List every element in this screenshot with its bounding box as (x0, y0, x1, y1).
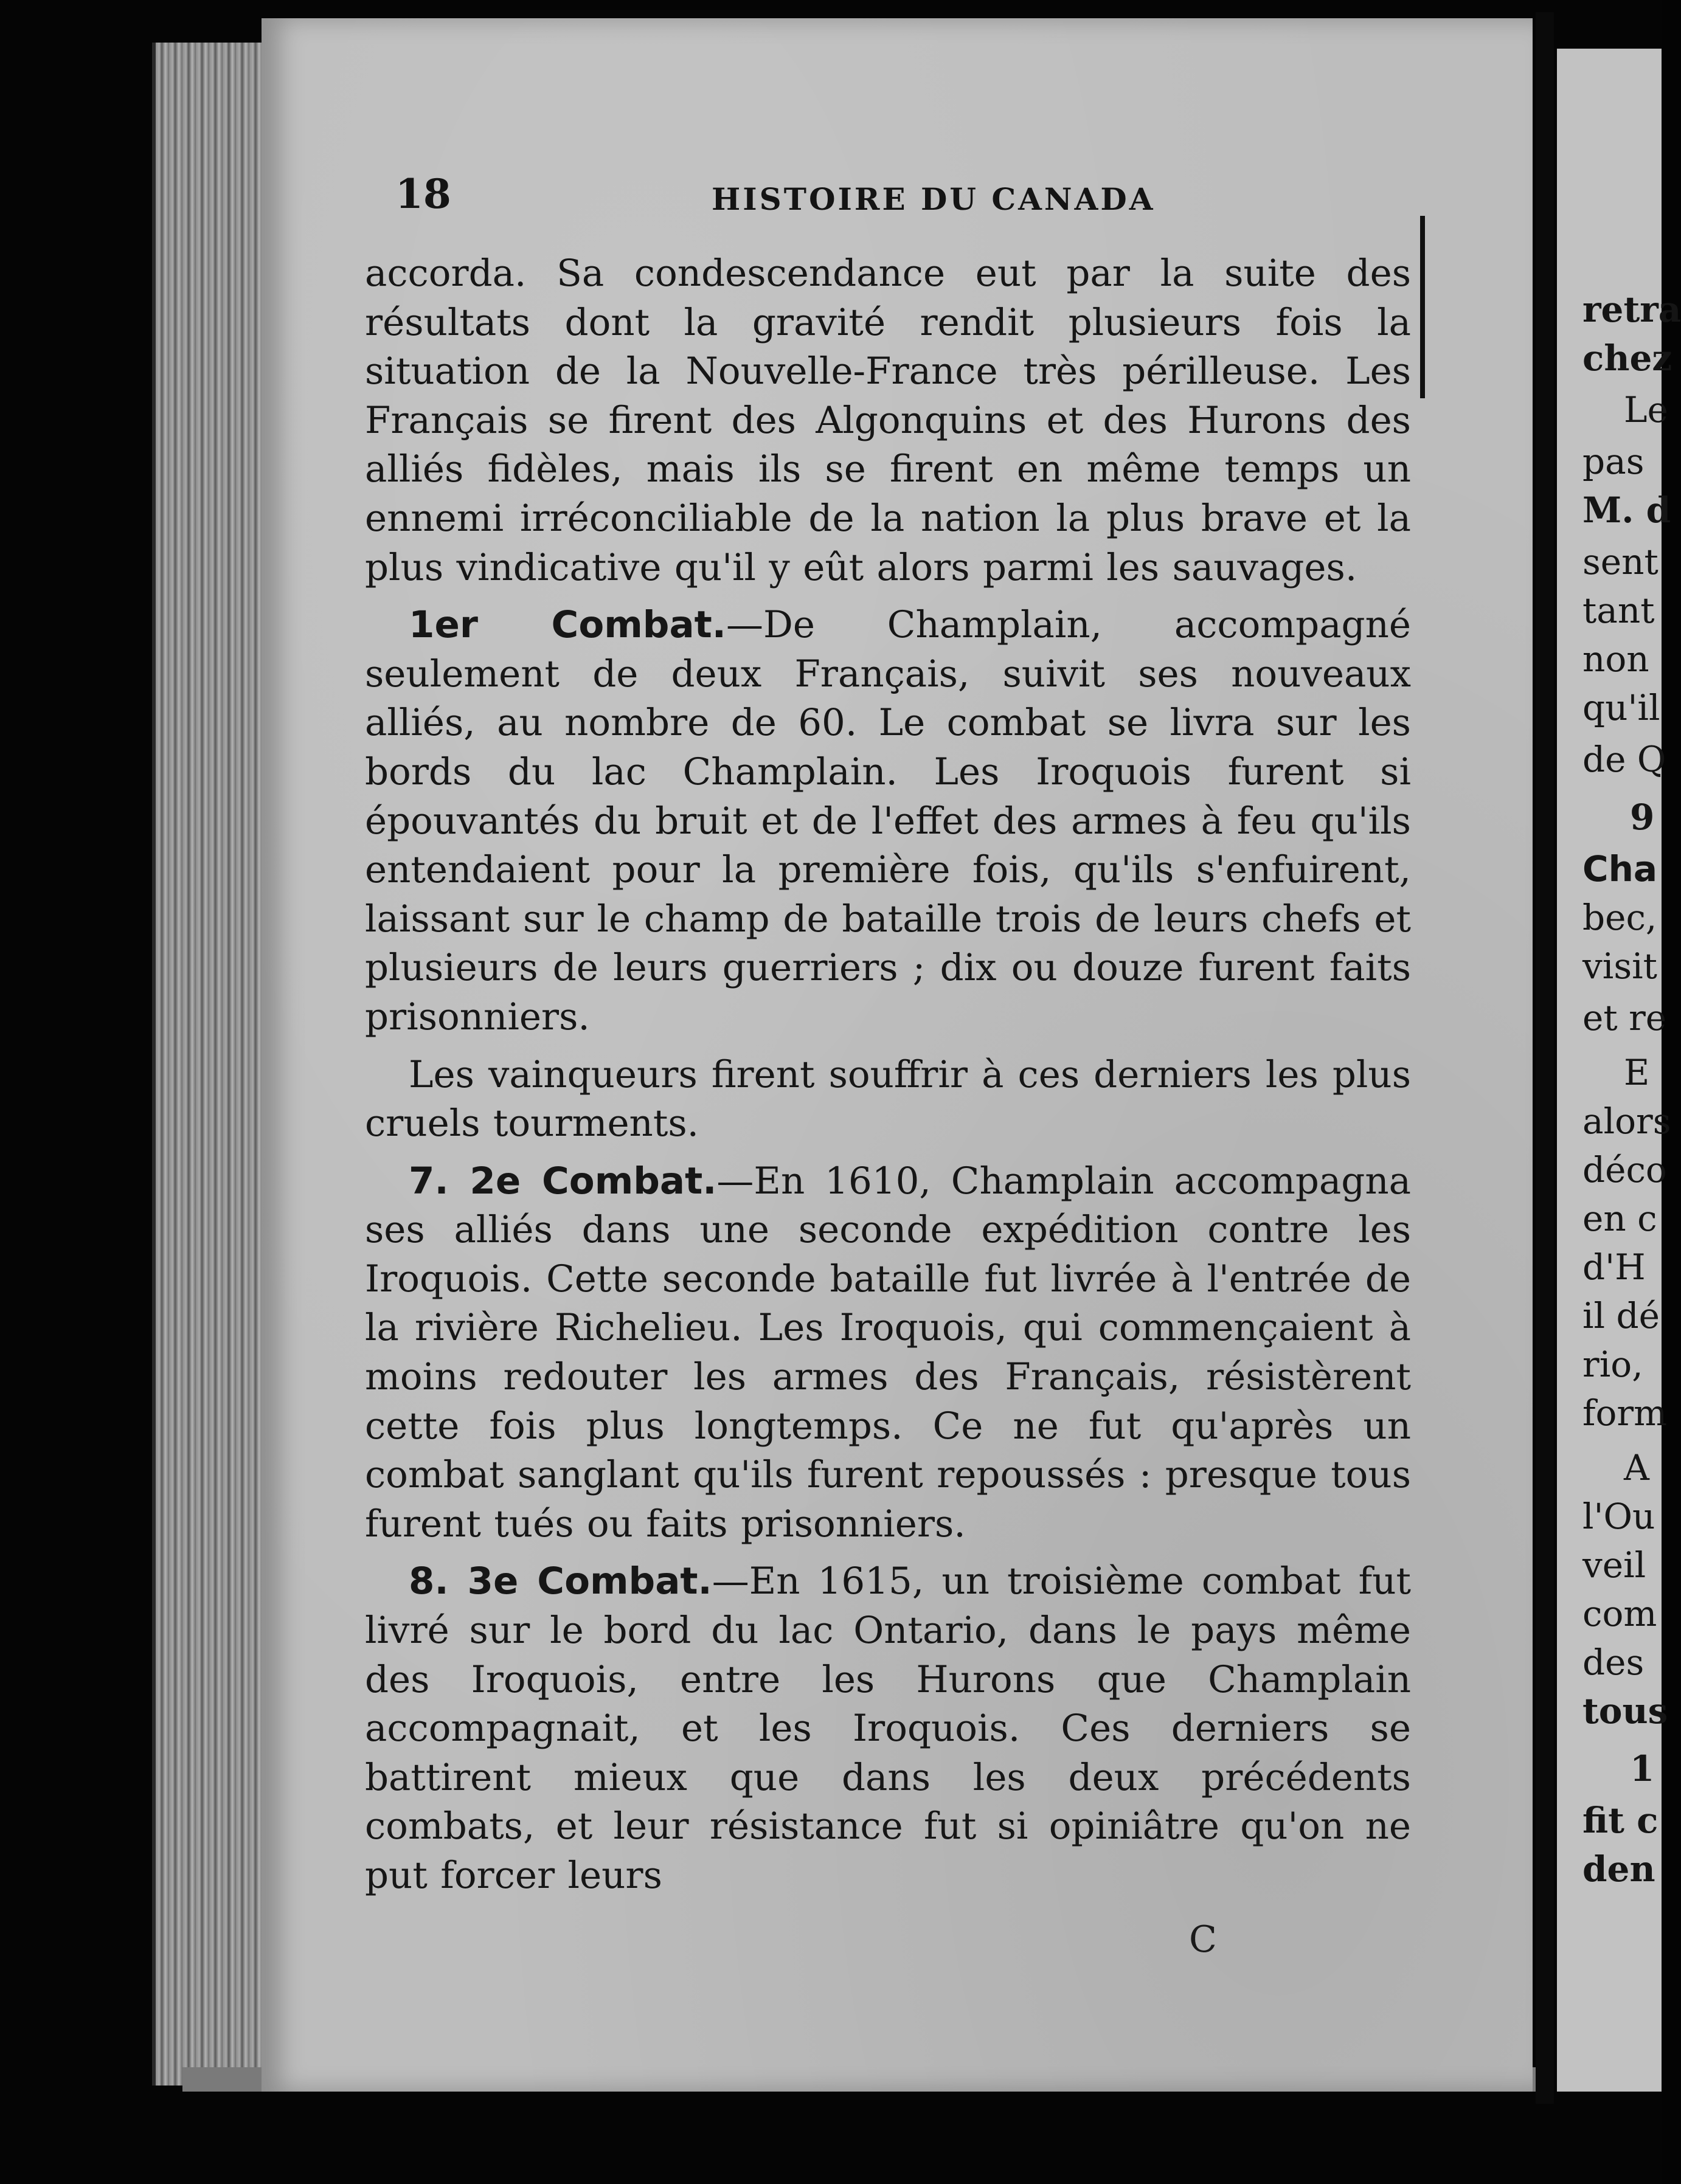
margin-rule-mark (1420, 216, 1425, 398)
book-gutter (1536, 12, 1554, 2104)
fragment-line: E (1624, 1052, 1650, 1093)
fragment-line: l'Ou (1582, 1496, 1655, 1537)
fragment-line: d'H (1582, 1246, 1646, 1288)
fragment-line: retra (1582, 289, 1681, 330)
fragment-line: A (1624, 1447, 1649, 1488)
fragment-line: en c (1582, 1198, 1657, 1239)
fragment-line: 9 (1630, 797, 1655, 838)
fragment-line: bec, (1582, 897, 1657, 938)
section-heading: 7. 2e Combat. (409, 1159, 717, 1203)
fragment-line: tant (1582, 590, 1655, 631)
fragment-line: veil (1582, 1544, 1646, 1586)
right-page-fragment (1557, 49, 1681, 2092)
fragment-line: de Q (1582, 739, 1666, 780)
fragment-line: qu'il (1582, 687, 1660, 728)
page-number: 18 (395, 170, 451, 218)
section-heading: 8. 3e Combat. (409, 1560, 712, 1603)
fragment-line: des (1582, 1642, 1645, 1683)
fragment-line: rio, (1582, 1344, 1643, 1385)
paragraph-text: —En 1610, Champlain accompagna ses alliés dans une seconde expédition contre les Iroquois. Cette seconde bataille fut livrée à l'entrée de la rivière Richelieu. Les Iroquois, qui commençaient à moins redouter les armes des Français, résistèrent cette fois plus longtemps. Ce ne fut qu'après un combat sanglant qu'ils furent repoussés : presque tous furent tués ou faits prisonniers. (365, 1159, 1411, 1546)
paragraph-text: —En 1615, un troisième combat fut livré sur le bord du lac Ontario, dans le pays même des Iroquois, entre les Hurons que Champlain accompagnait, et les Iroquois. Ces derniers se battirent mieux que dans les deux précédents combats, et leur résistance fut si opiniâtre qu'on ne put forcer leurs (365, 1560, 1411, 1897)
fragment-line: tous (1582, 1690, 1668, 1732)
fragment-line: sent (1582, 541, 1658, 582)
fragment-line: com (1582, 1593, 1657, 1634)
fragment-line: fit c (1582, 1800, 1658, 1841)
paragraph (365, 601, 1411, 1042)
fragment-line: Le (1624, 389, 1668, 430)
paragraph (365, 1557, 1411, 1900)
fragment-line: déco (1582, 1149, 1667, 1190)
fragment-line: form (1582, 1392, 1668, 1434)
fragment-line: M. d (1582, 489, 1671, 531)
fragment-line: alors (1582, 1101, 1671, 1142)
fragment-line: il dé (1582, 1295, 1660, 1336)
fragment-line: non (1582, 638, 1649, 680)
running-head (395, 170, 1429, 219)
page-edges (152, 43, 277, 2086)
fragment-line: et re (1582, 997, 1667, 1038)
fragment-line: visit (1582, 945, 1657, 987)
book-title: HISTOIRE DU CANADA (712, 181, 1156, 217)
paragraph: Les vainqueurs firent souffrir à ces derniers les plus cruels tourments. (365, 1052, 1411, 1146)
fragment-line: chez (1582, 337, 1672, 379)
paragraph: accorda. Sa condescendance eut par la suite des résultats dont la gravité rendit plusieurs fois la situation de la Nouvelle-France très périlleuse. Les Français se firent des Algonquins et des Hurons des alliés fidèles, mais ils se firent en même temps un ennemi irréconciliable de la nation la plus brave et la plus vindicative qu'il y eût alors parmi les sauvages. (365, 252, 1411, 589)
section-heading: 1er Combat. (409, 603, 726, 647)
fragment-line: den (1582, 1848, 1655, 1890)
paragraph-text: —De Champlain, accompagné seulement de deux Français, suivit ses nouveaux alliés, au nombre de 60. Le combat se livra sur les bords du lac Champlain. Les Iroquois furent si épouvantés du bruit et de l'effet des armes à feu qu'ils entendaient pour la première fois, qu'ils s'enfuirent, laissant sur le champ de bataille trois de leurs chefs et plusieurs de leurs guerriers ; dix ou douze furent faits prisonniers. (365, 603, 1411, 1038)
fragment-line: 1 (1630, 1748, 1655, 1789)
fragment-line: Cha (1582, 848, 1657, 890)
paragraph (365, 1157, 1411, 1549)
catchword: C (1189, 1918, 1217, 1961)
fragment-line: pas (1582, 441, 1645, 482)
page-body-text (365, 249, 1411, 1901)
